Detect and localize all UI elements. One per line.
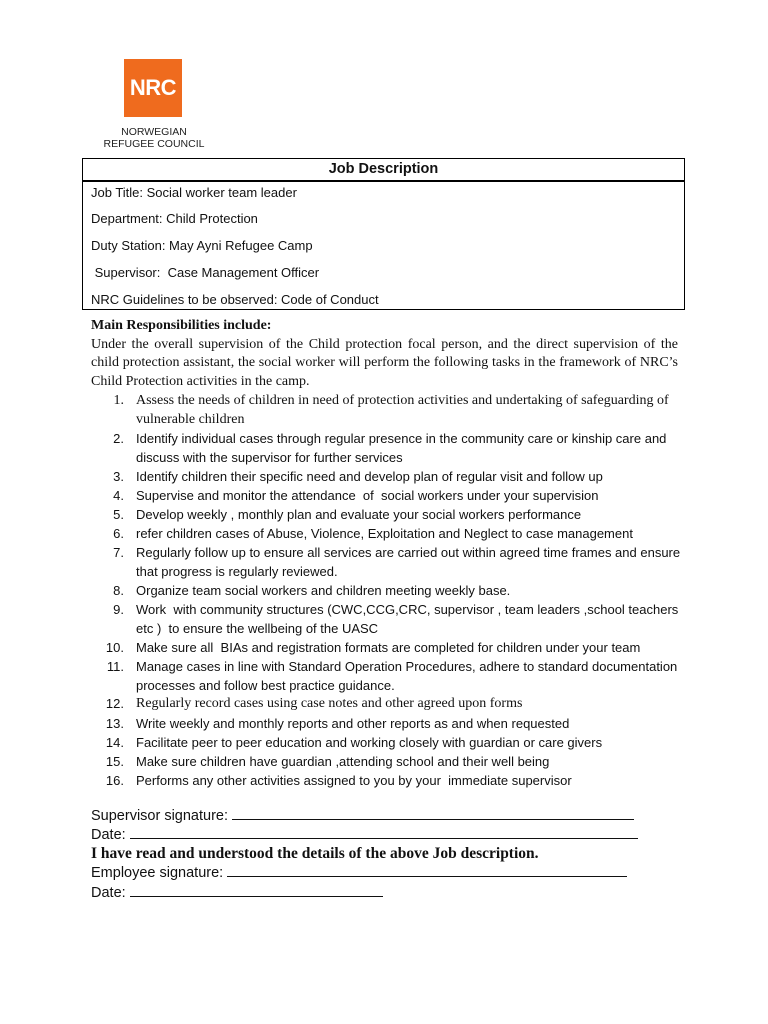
logo-line-1: NORWEGIAN	[121, 126, 187, 138]
list-item: 9. Work with community structures (CWC,CCG,CRC, supervisor , team leaders ,school teachers etc ) to ensure the wellbeing of the UASC	[113, 602, 686, 636]
list-item: 3. Identify children their specific need and develop plan of regular visit and follow up	[113, 469, 603, 484]
department-row: Department: Child Protection	[91, 211, 258, 226]
list-item: 12. Regularly record cases using case notes and other agreed upon forms	[105, 696, 523, 711]
logo-caption	[90, 126, 218, 150]
acknowledgement-statement: I have read and understood the details of the above Job description.	[91, 845, 539, 862]
employee-signature-field[interactable]	[227, 863, 627, 877]
list-item: 2. Identify individual cases through regular presence in the community care or kinship care and discuss with the supervisor for further services	[113, 431, 674, 465]
date-line-2	[91, 883, 383, 902]
list-item: 11. Manage cases in line with Standard Operation Procedures, adhere to standard documentation processes and follow best practice guidance.	[106, 659, 678, 693]
list-item: 13. Write weekly and monthly reports and other reports as and when requested	[105, 715, 570, 731]
job-title-row: Job Title: Social worker team leader	[91, 185, 297, 200]
supervisor-signature-label: Supervisor signature:	[91, 808, 229, 824]
list-item: 8. Organize team social workers and children meeting weekly base.	[113, 583, 511, 598]
list-item: 15. Make sure children have guardian ,attending school and their well being	[105, 753, 550, 769]
job-description-box	[82, 181, 685, 310]
guidelines-row: NRC Guidelines to be observed: Code of Conduct	[91, 292, 379, 307]
nrc-logo	[124, 59, 182, 117]
task-list	[91, 392, 686, 790]
list-item: 1. Assess the needs of children in need of protection activities and undertaking of safeguarding of vulnerable children	[113, 393, 669, 427]
responsibilities-title: Main Responsibilities include:	[91, 318, 272, 333]
logo-abbr: NRC	[129, 75, 177, 100]
date-field-1[interactable]	[130, 825, 638, 839]
employee-signature-line	[91, 863, 627, 882]
job-description-heading: Job Description	[82, 158, 685, 181]
supervisor-signature-field[interactable]	[232, 806, 634, 820]
supervisor-signature-line	[91, 806, 634, 825]
list-item: 14. Facilitate peer to peer education and working closely with guardian or care givers	[105, 734, 603, 750]
supervisor-row: Supervisor: Case Management Officer	[91, 265, 320, 280]
list-item: 4. Supervise and monitor the attendance of social workers under your supervision	[113, 488, 599, 503]
list-item: 7. Regularly follow up to ensure all services are carried out within agreed time frames and ensure that progress is regularly reviewed.	[113, 545, 681, 579]
date-field-2[interactable]	[130, 883, 383, 897]
list-item: 5. Develop weekly , monthly plan and evaluate your social workers performance	[113, 507, 582, 522]
date-label-2: Date:	[91, 885, 126, 901]
logo-line-2: REFUGEE COUNCIL	[103, 138, 205, 150]
date-line-1	[91, 825, 638, 844]
list-item: 16. Performs any other activities assigned to you by your immediate supervisor	[105, 772, 572, 788]
duty-station-row: Duty Station: May Ayni Refugee Camp	[91, 238, 313, 253]
employee-signature-label: Employee signature:	[91, 865, 224, 881]
list-item: 10. Make sure all BIAs and registration formats are completed for children under your team	[105, 640, 641, 655]
list-item: 6. refer children cases of Abuse, Violence, Exploitation and Neglect to case management	[113, 526, 633, 541]
date-label-1: Date:	[91, 827, 126, 843]
responsibilities-intro: Under the overall supervision of the Child protection focal person, and the direct supervision of the child protection assistant, the social worker will perform the following tasks in the framework of NRC’s Child Protection activities in the camp.	[91, 337, 678, 389]
